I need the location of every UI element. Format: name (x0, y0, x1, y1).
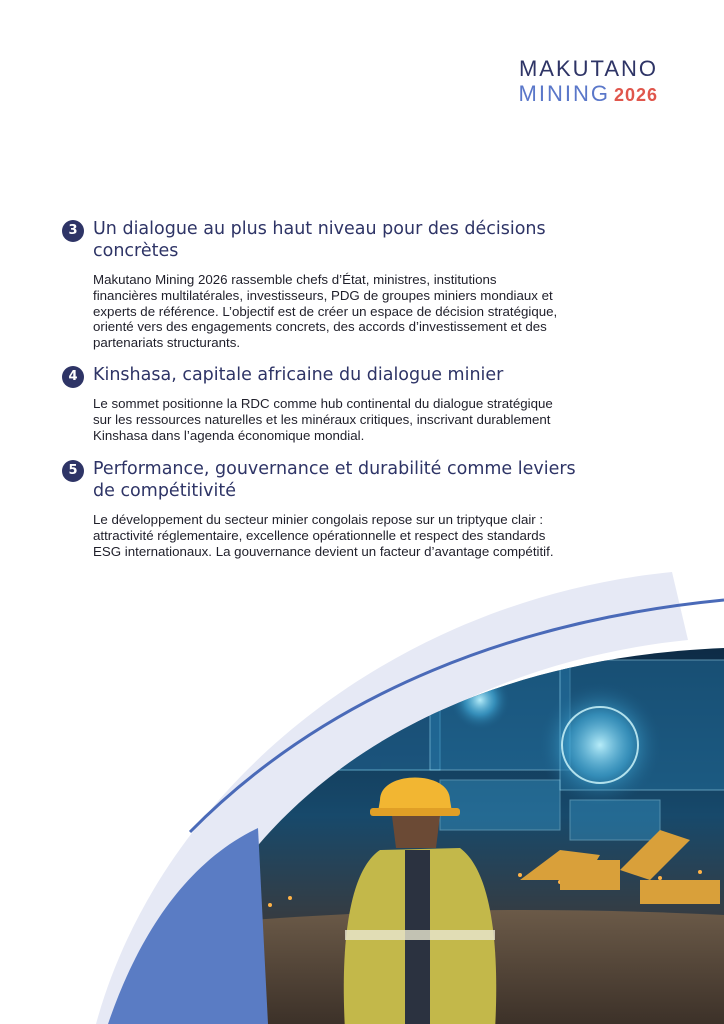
logo-line-makutano: MAKUTANO (518, 56, 658, 81)
section-body: Makutano Mining 2026 rassemble chefs d’État, ministres, institutions financières multilatérales, investisseurs, PDG de groupes miniers mondiaux et experts de référence. L’objectif est de créer un espace de décision stratégique, orienté vers des engagements concrets, des accords d’investissement et des partenariats structurants. (93, 272, 558, 351)
mining-illustration (0, 560, 724, 1024)
section-title: Kinshasa, capitale africaine du dialogue minier (93, 365, 504, 385)
section-number-badge: 3 (62, 220, 84, 242)
section-number-badge: 4 (62, 366, 84, 388)
logo-year: 2026 (613, 85, 658, 105)
section-body: Le développement du secteur minier congolais repose sur un triptyque clair : attractivité réglementaire, excellence opérationnelle et respect des standards ESG internationaux. La gouvernance devient un facteur d’avantage compétitif. (93, 512, 554, 559)
section-title: Performance, gouvernance et durabilité comme leviers de compétitivité (93, 459, 576, 501)
section-body: Le sommet positionne la RDC comme hub continental du dialogue stratégique sur les ressources naturelles et les minéraux critiques, inscrivant durablement Kinshasa dans l’agenda économique mondial. (93, 396, 553, 443)
logo-line-mining (519, 83, 659, 105)
section-5 (62, 458, 582, 559)
section-4 (62, 364, 582, 443)
logo-mining-word: MINING (518, 81, 610, 106)
section-3 (62, 218, 582, 351)
brand-logo (519, 58, 659, 105)
section-title: Un dialogue au plus haut niveau pour des décisions concrètes (93, 219, 546, 261)
section-number-badge: 5 (62, 460, 84, 482)
